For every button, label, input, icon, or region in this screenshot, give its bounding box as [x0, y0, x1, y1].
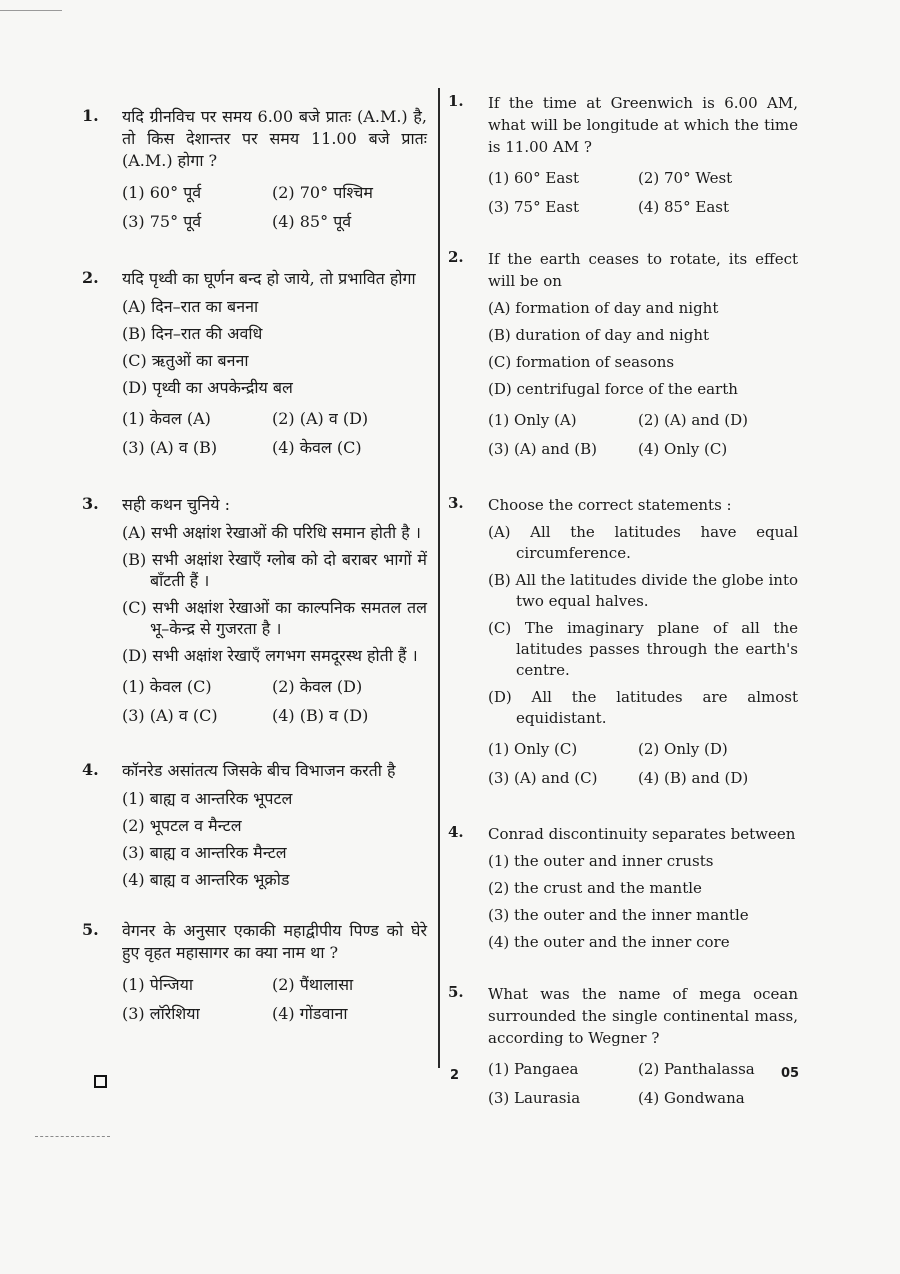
option-4: (4) 85° East — [638, 198, 729, 216]
statement-b: (B) सभी अक्षांश रेखाएँ ग्लोब को दो बराबर भागों में बाँटती हैं । — [122, 550, 427, 590]
statement-d: (D) centrifugal force of the earth — [488, 380, 738, 398]
booklet-code: 05 — [781, 1066, 800, 1081]
option-2: (2) केवल (D) — [272, 677, 363, 696]
question-stem: If the earth ceases to rotate, its effect will be on — [488, 250, 798, 290]
question-stem: यदि ग्रीनविच पर समय 6.00 बजे प्रातः (A.M.) है, तो किस देशान्तर पर समय 11.00 बजे प्रातः (A.M.) होगा ? — [122, 107, 427, 170]
statement-c: (C) ऋतुओं का बनना — [122, 351, 249, 370]
question-stem: सही कथन चुनिये : — [122, 495, 230, 514]
question-3-hindi — [82, 494, 427, 726]
option-1: (1) 60° पूर्व — [122, 183, 202, 202]
option-1: (1) Only (A) — [488, 411, 577, 429]
option-3: (3) (A) and (B) — [488, 440, 598, 458]
page-number: 2 — [450, 1068, 460, 1083]
option-4: (4) (B) व (D) — [272, 706, 369, 725]
option-3: (3) बाह्य व आन्तरिक मैन्टल — [122, 843, 287, 862]
option-4: (4) Only (C) — [638, 440, 728, 458]
question-number: 1. — [82, 106, 99, 125]
option-3: (3) the outer and the inner mantle — [488, 906, 749, 924]
english-column — [448, 92, 798, 1109]
statement-a: (A) सभी अक्षांश रेखाओं की परिधि समान होती है । — [122, 523, 421, 542]
option-4: (4) गोंडवाना — [272, 1004, 348, 1023]
option-2: (2) the crust and the mantle — [488, 879, 702, 897]
question-stem: Conrad discontinuity separates between — [488, 825, 796, 843]
option-1: (1) Only (C) — [488, 740, 578, 758]
statement-a: (A) दिन–रात का बनना — [122, 297, 259, 316]
statement-d: (D) All the latitudes are almost equidistant. — [488, 688, 798, 727]
option-4: (4) (B) and (D) — [638, 769, 749, 787]
option-1: (1) 60° East — [488, 169, 579, 187]
square-marker-icon — [94, 1075, 107, 1088]
option-4: (4) the outer and the inner core — [488, 933, 730, 951]
question-4-english — [448, 823, 798, 953]
option-1: (1) पेन्जिया — [122, 975, 194, 994]
option-4: (4) बाह्य व आन्तरिक भूक्रोड — [122, 870, 290, 889]
option-2: (2) (A) and (D) — [638, 411, 749, 429]
statement-c: (C) formation of seasons — [488, 353, 675, 371]
question-3-english — [448, 494, 798, 789]
question-stem: Choose the correct statements : — [488, 496, 732, 514]
option-2: (2) भूपटल व मैन्टल — [122, 816, 242, 835]
question-number: 3. — [448, 494, 464, 512]
option-3: (3) (A) व (B) — [122, 438, 218, 457]
option-3: (3) लॉरेशिया — [122, 1004, 200, 1023]
question-number: 2. — [82, 268, 99, 287]
scan-mark — [35, 1136, 110, 1137]
option-1: (1) the outer and inner crusts — [488, 852, 714, 870]
statement-b: (B) All the latitudes divide the globe into two equal halves. — [488, 571, 798, 610]
statement-a: (A) All the latitudes have equal circumference. — [488, 523, 798, 562]
question-1-english — [448, 92, 798, 218]
question-stem: वेगनर के अनुसार एकाकी महाद्वीपीय पिण्ड को घेरे हुए वृहत महासागर का क्या नाम था ? — [122, 921, 427, 962]
option-1: (1) Pangaea — [488, 1060, 579, 1078]
question-4-hindi — [82, 760, 427, 890]
statement-a: (A) formation of day and night — [488, 299, 719, 317]
question-2-hindi — [82, 268, 427, 458]
question-stem: कॉनरेड असांतत्य जिसके बीच विभाजन करती है — [122, 761, 396, 780]
option-2: (2) Panthalassa — [638, 1060, 755, 1078]
option-2: (2) 70° West — [638, 169, 733, 187]
question-1-hindi — [82, 106, 427, 232]
question-5-hindi — [82, 920, 427, 1024]
option-2: (2) पैंथालासा — [272, 975, 354, 994]
question-2-english — [448, 248, 798, 460]
option-4: (4) 85° पूर्व — [272, 212, 352, 231]
option-3: (3) 75° East — [488, 198, 579, 216]
question-number: 5. — [82, 920, 99, 939]
statement-c: (C) सभी अक्षांश रेखाओं का काल्पनिक समतल तल भू–केन्द्र से गुजरता है । — [122, 598, 427, 638]
scan-mark — [0, 10, 62, 11]
statement-b: (B) duration of day and night — [488, 326, 710, 344]
option-1: (1) केवल (A) — [122, 409, 211, 428]
option-1: (1) बाह्य व आन्तरिक भूपटल — [122, 789, 293, 808]
option-3: (3) (A) and (C) — [488, 769, 598, 787]
question-stem: What was the name of mega ocean surrounded the single continental mass, according to Wegner ? — [488, 985, 798, 1047]
option-2: (2) 70° पश्चिम — [272, 183, 373, 202]
option-4: (4) केवल (C) — [272, 438, 362, 457]
question-number: 5. — [448, 983, 464, 1001]
column-divider — [438, 88, 440, 1068]
question-stem: यदि पृथ्वी का घूर्णन बन्द हो जाये, तो प्रभावित होगा — [122, 269, 416, 288]
question-number: 4. — [82, 760, 99, 779]
option-1: (1) केवल (C) — [122, 677, 212, 696]
option-3: (3) (A) व (C) — [122, 706, 218, 725]
question-stem: If the time at Greenwich is 6.00 AM, what will be longitude at which the time is 11.00 AM ? — [488, 94, 798, 156]
option-3: (3) Laurasia — [488, 1089, 581, 1107]
question-number: 4. — [448, 823, 464, 841]
statement-d: (D) सभी अक्षांश रेखाएँ लगभग समदूरस्थ होती हैं । — [122, 646, 418, 665]
statement-c: (C) The imaginary plane of all the latitudes passes through the earth's centre. — [488, 619, 798, 679]
option-2: (2) Only (D) — [638, 740, 728, 758]
question-5-english — [448, 983, 798, 1109]
question-number: 1. — [448, 92, 464, 110]
question-number: 2. — [448, 248, 464, 266]
option-4: (4) Gondwana — [638, 1089, 745, 1107]
question-number: 3. — [82, 494, 99, 513]
statement-d: (D) पृथ्वी का अपकेन्द्रीय बल — [122, 378, 293, 397]
hindi-column — [82, 92, 427, 1024]
option-2: (2) (A) व (D) — [272, 409, 369, 428]
option-3: (3) 75° पूर्व — [122, 212, 202, 231]
statement-b: (B) दिन–रात की अवधि — [122, 324, 263, 343]
